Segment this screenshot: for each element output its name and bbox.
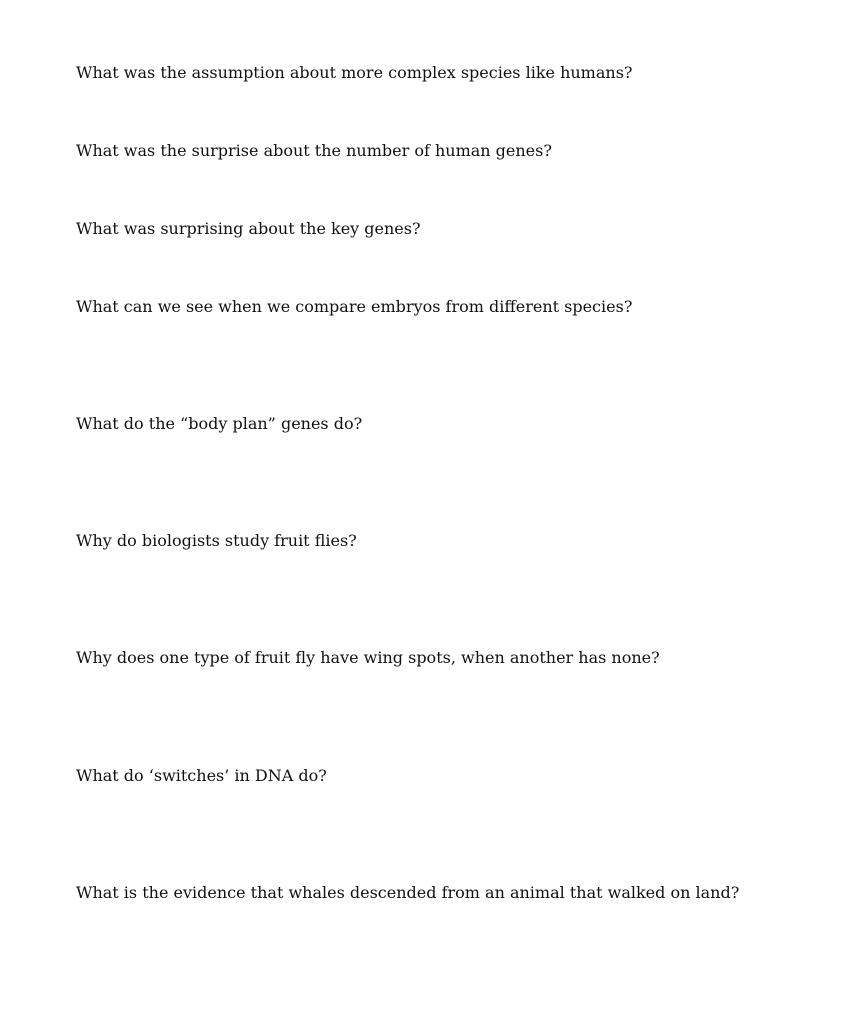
question-wing-spots: Why does one type of fruit fly have wing spots, when another has none? [76,648,660,667]
question-number-of-human-genes: What was the surprise about the number of human genes? [76,141,552,160]
question-body-plan-genes: What do the “body plan” genes do? [76,414,363,433]
question-compare-embryos: What can we see when we compare embryos from different species? [76,297,633,316]
question-assumption-complex-species: What was the assumption about more complex species like humans? [76,63,633,82]
question-fruit-flies: Why do biologists study fruit flies? [76,531,357,550]
question-dna-switches: What do ‘switches’ in DNA do? [76,766,327,785]
question-whale-evidence: What is the evidence that whales descended from an animal that walked on land? [76,883,740,902]
question-key-genes: What was surprising about the key genes? [76,219,421,238]
